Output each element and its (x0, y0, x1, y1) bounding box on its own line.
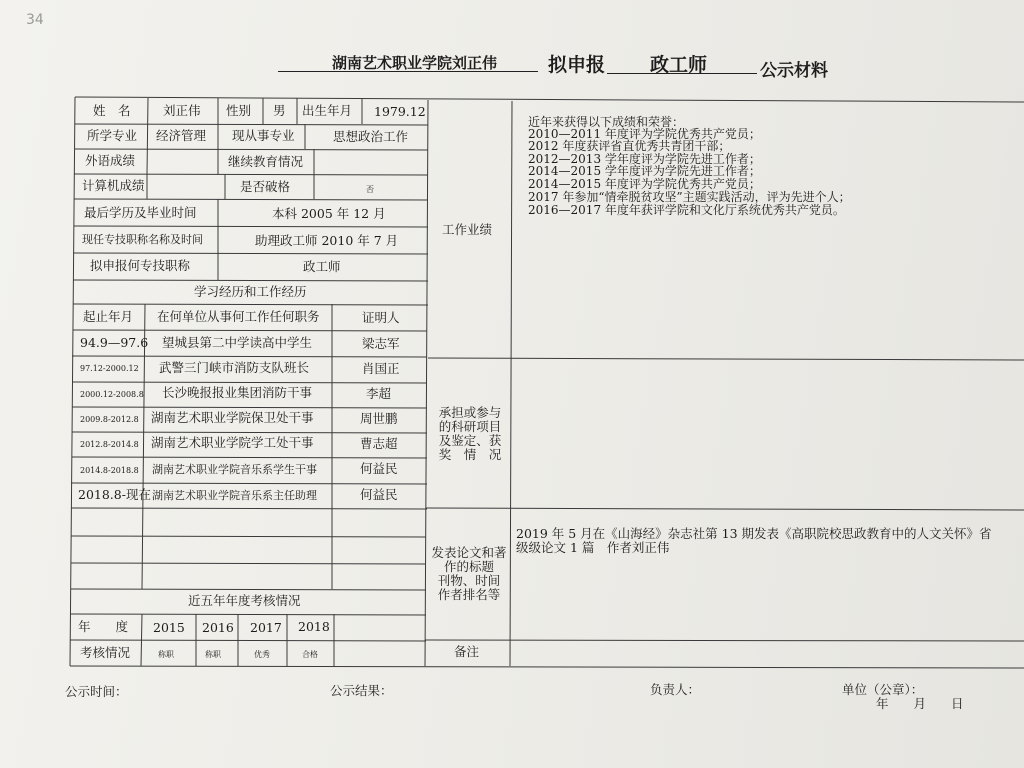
research-label-line: 承担或参与 (438, 405, 502, 420)
gender-value: 男 (273, 103, 286, 118)
responsible-person-label: 负责人： (650, 682, 701, 697)
publications-label-line: 作者排名等 (437, 587, 501, 602)
history-header-unit: 在何单位从事何工作任何职务 (157, 309, 320, 324)
work-line: 2017 年参加“情牵脱贫攻坚”主题实践活动，评为先进个人； (528, 190, 851, 204)
date-label: 年 月 日 (876, 696, 964, 711)
history-witness: 曹志超 (360, 436, 398, 451)
apply-title-label: 拟申报何专技职称 (90, 258, 191, 273)
name-value: 刘正伟 (163, 103, 201, 118)
major-label: 所学专业 (87, 128, 138, 143)
history-description: 长沙晚报报业集团消防干事 (162, 385, 313, 400)
research-label-line: 及鉴定、获 (438, 433, 502, 448)
name-label: 姓 名 (93, 103, 131, 118)
history-description: 湖南艺术职业学院保卫处干事 (151, 410, 314, 425)
research-label-line: 奖 情 况 (438, 447, 502, 462)
publication-line: 2019 年 5 月在《山海经》杂志社第 13 期发表《高职院校思政教育中的人文关怀》省 (516, 526, 992, 541)
history-period: 2012.8-2014.8 (80, 440, 139, 449)
title-institution-name: 湖南艺术职业学院刘正伟 (332, 54, 498, 72)
exception-label: 是否破格 (240, 179, 291, 194)
history-witness: 肖国正 (362, 361, 400, 376)
research-label-line: 的科研项目 (438, 419, 502, 434)
history-period: 94.9—97.6 (80, 335, 149, 350)
work-line: 2012 年度获评省直优秀共青团干部； (528, 139, 731, 153)
history-description: 湖南艺术职业学院音乐系学生干事 (152, 463, 317, 476)
history-witness: 梁志军 (362, 336, 400, 351)
work-line: 近年来获得以下成绩和荣誉： (528, 115, 685, 129)
assessment-result: 优秀 (254, 650, 270, 659)
history-witness: 李超 (366, 386, 392, 401)
work-achievements-label: 工作业绩 (442, 222, 493, 237)
history-witness: 何益民 (360, 487, 398, 502)
history-period: 2014.8-2018.8 (80, 466, 139, 475)
publications-label-line: 刊物、时间 (437, 573, 501, 588)
assessment-year-label: 年 度 (78, 619, 129, 634)
foreign-language-label: 外语成绩 (85, 153, 136, 168)
degree-label: 最后学历及毕业时间 (84, 205, 197, 220)
history-period: 2009.8-2012.8 (80, 415, 139, 424)
history-description: 武警三门峡市消防支队班长 (159, 360, 310, 375)
degree-value: 本科 2005 年 12 月 (272, 206, 386, 221)
history-description: 望城县第二中学读高中学生 (162, 335, 313, 350)
work-line: 2014—2015 年度评为学院优秀共产党员； (528, 177, 761, 191)
publicity-result-label: 公示结果： (330, 683, 393, 698)
unit-seal-label: 单位（公章）： (842, 682, 924, 697)
exception-value: 否 (366, 185, 374, 194)
publicity-time-label: 公示时间： (65, 684, 128, 699)
history-period: 2018.8-现在 (78, 487, 151, 502)
history-period: 97.12-2000.12 (80, 364, 139, 373)
history-period: 2000.12-2008.8 (80, 390, 144, 399)
assessment-result: 称职 (205, 650, 221, 659)
assessment-result: 称职 (158, 650, 174, 659)
publications-label (428, 546, 510, 602)
current-title-value: 助理政工师 2010 年 7 月 (255, 233, 399, 248)
pencil-page-number: 34 (26, 12, 44, 28)
remarks-label: 备注 (454, 644, 480, 659)
apply-title-value: 政工师 (303, 259, 341, 274)
history-section-label: 学习经历和工作经历 (194, 284, 307, 299)
history-header-witness: 证明人 (362, 310, 400, 325)
gender-label: 性别 (226, 103, 252, 118)
major-value: 经济管理 (156, 128, 207, 143)
title-suffix: 公示材料 (760, 61, 828, 81)
assessment-result: 合格 (302, 650, 318, 659)
work-line: 2012—2013 学年度评为学院先进工作者； (528, 152, 761, 166)
publications-label-line: 发表论文和著 (431, 545, 507, 560)
title-position: 政工师 (650, 54, 708, 76)
history-description: 湖南艺术职业学院学工处干事 (151, 435, 314, 450)
assessment-year: 2017 (250, 620, 282, 635)
assessment-year: 2015 (153, 620, 185, 635)
assessment-section-label: 近五年年度考核情况 (188, 593, 301, 608)
history-header-period: 起止年月 (83, 309, 134, 324)
history-witness: 周世鹏 (360, 411, 398, 426)
publications-label-line: 作的标题 (443, 559, 494, 574)
work-line: 2010—2011 年度评为学院优秀共产党员； (528, 127, 761, 141)
birth-label: 出生年月 (302, 103, 353, 118)
assessment-year: 2018 (298, 619, 330, 634)
birth-value: 1979.12 (374, 104, 426, 119)
history-witness: 何益民 (360, 461, 398, 476)
work-line: 2016—2017 年度年获评学院和文化厅系统优秀共产党员。 (528, 203, 845, 217)
assessment-result-label: 考核情况 (80, 645, 131, 660)
job-label: 现从事专业 (232, 128, 295, 143)
computer-score-label: 计算机成绩 (82, 178, 145, 193)
title-apply-word: 拟申报 (548, 54, 606, 76)
work-line: 2014—2015 学年度评为学院先进工作者； (528, 164, 761, 178)
continuing-education-label: 继续教育情况 (228, 154, 304, 169)
job-value: 思想政治工作 (333, 129, 409, 144)
history-description: 湖南艺术职业学院音乐系主任助理 (152, 489, 317, 502)
publication-line: 级级论文 1 篇 作者刘正伟 (516, 540, 670, 555)
current-title-label: 现任专技职称名称及时间 (82, 233, 203, 246)
research-label (430, 406, 510, 462)
assessment-year: 2016 (202, 620, 234, 635)
